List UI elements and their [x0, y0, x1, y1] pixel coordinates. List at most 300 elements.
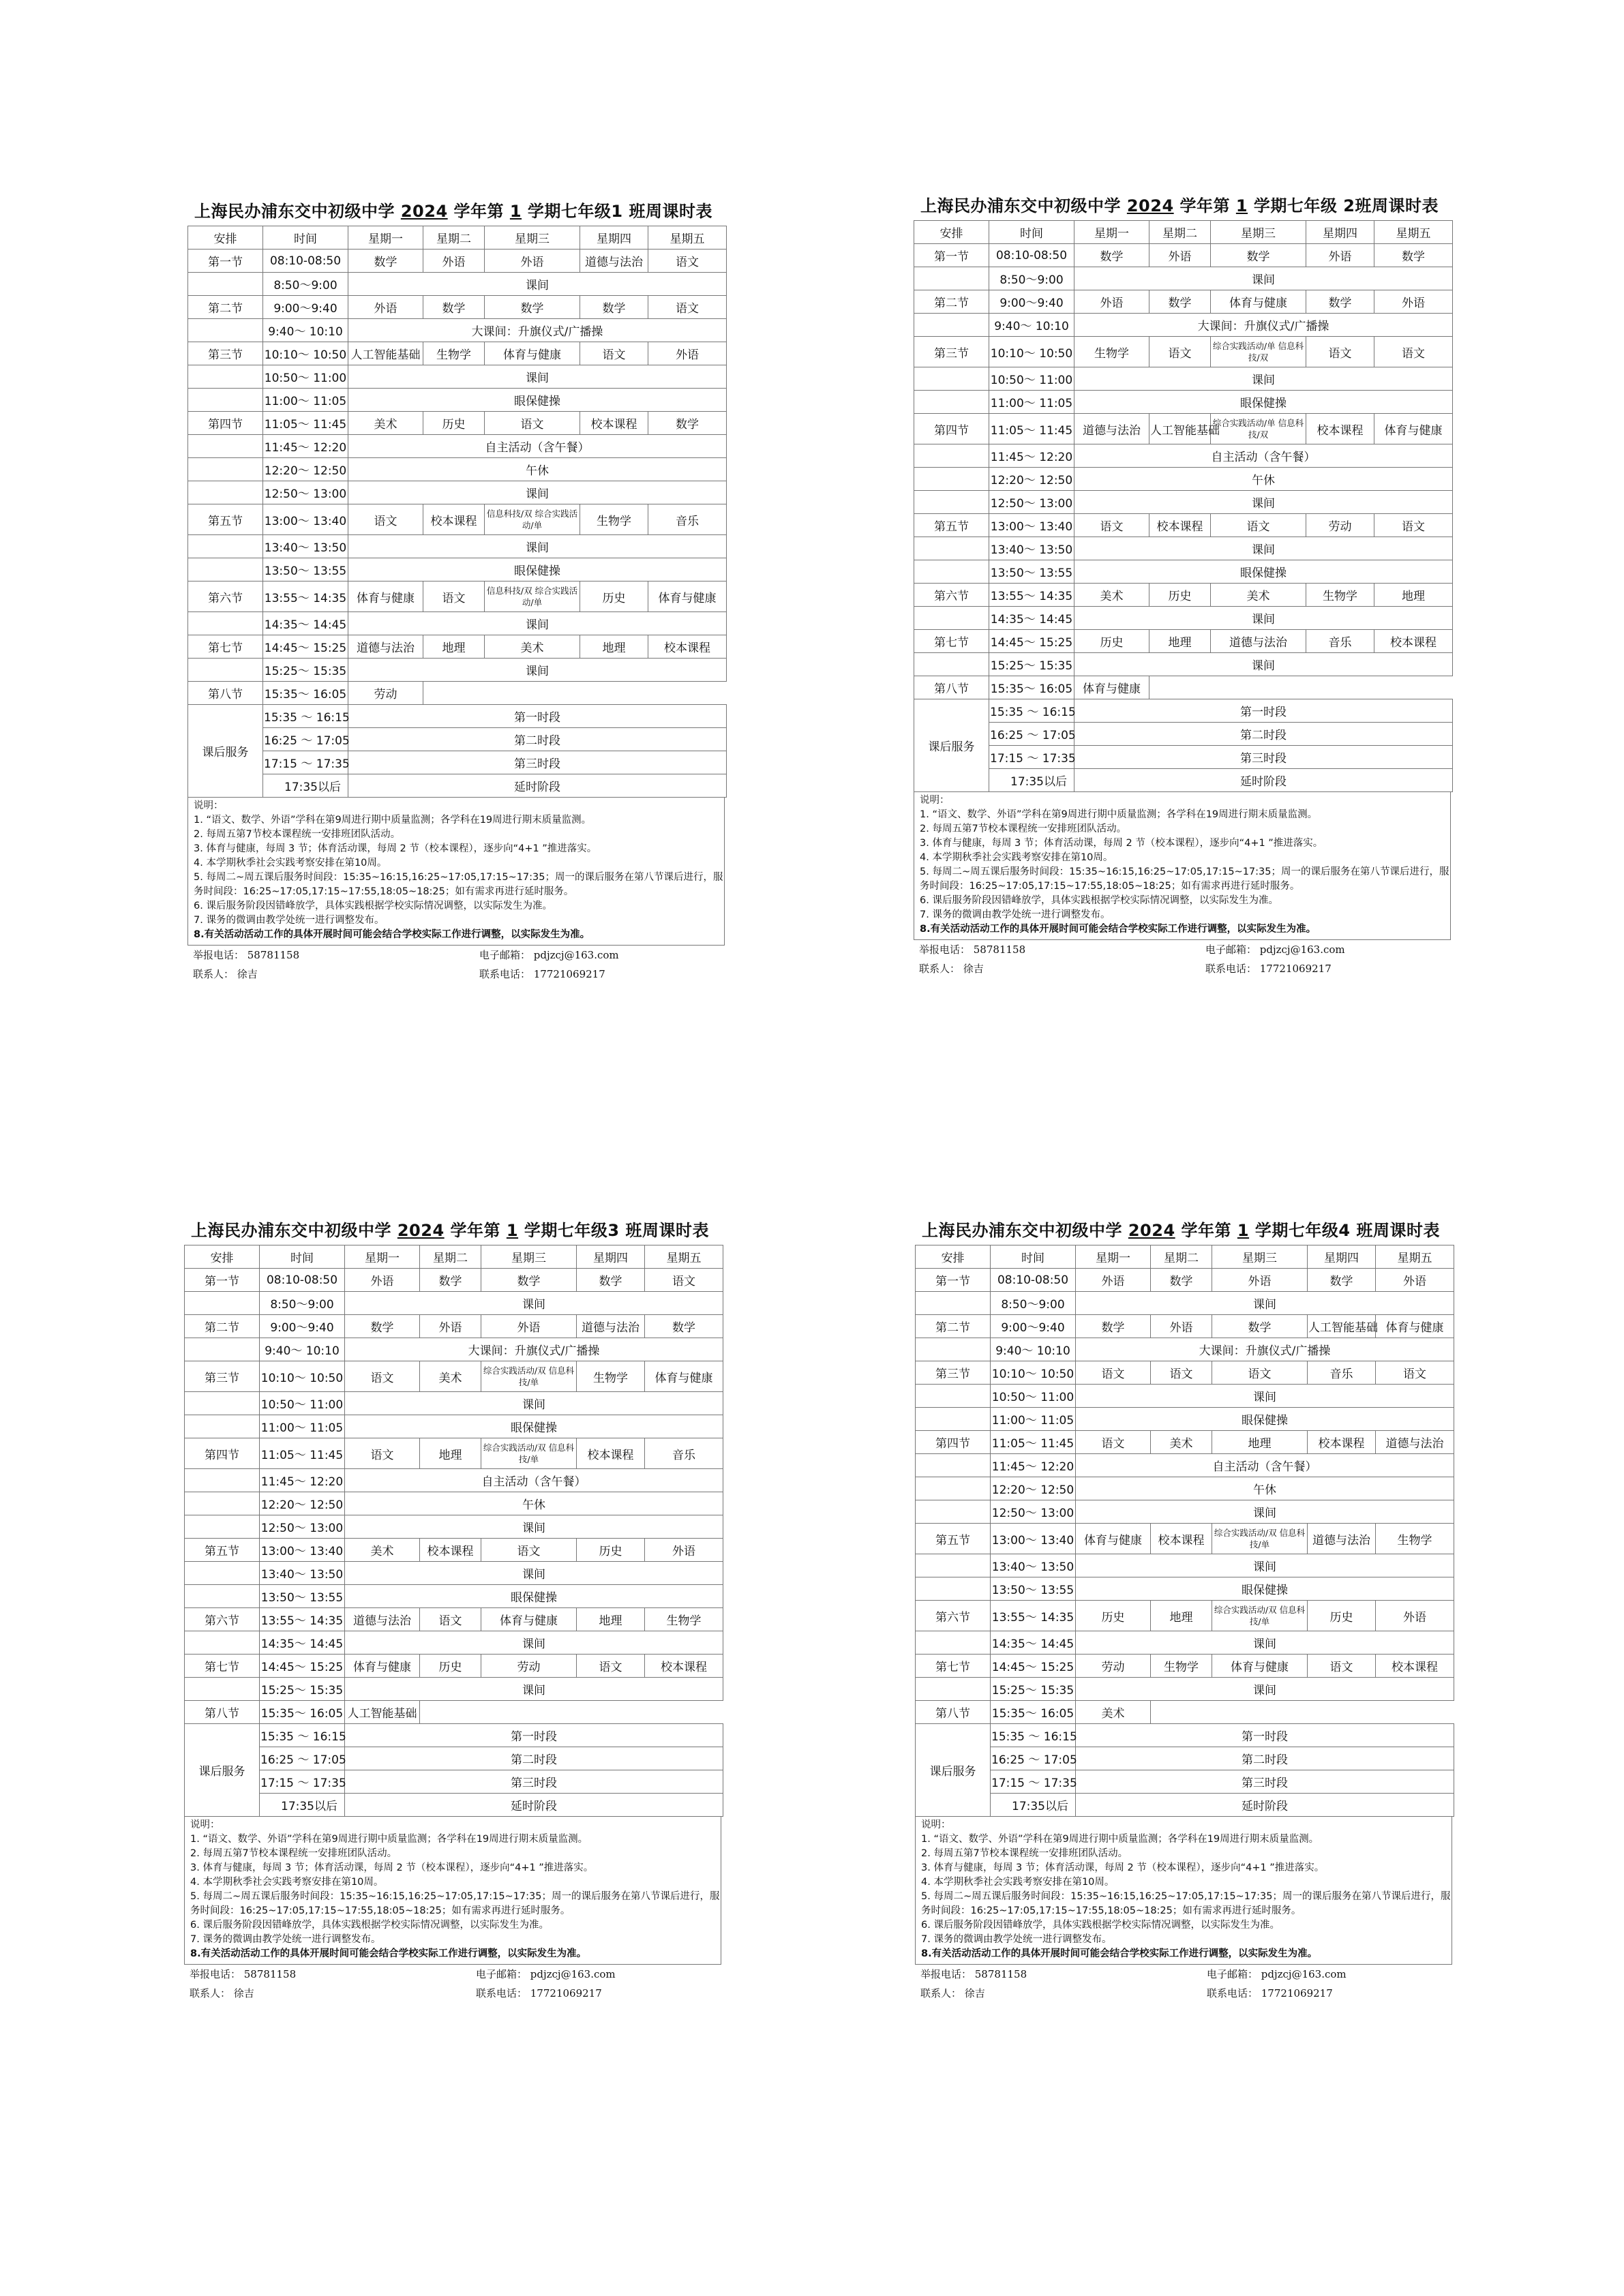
period-cell: 第六节	[916, 1601, 991, 1631]
empty-cell	[420, 1701, 723, 1724]
period-cell	[916, 1631, 991, 1655]
period-cell	[185, 1415, 260, 1438]
time-cell: 17:15 ～ 17:35	[263, 751, 348, 774]
column-header: 星期四	[1306, 221, 1374, 244]
period-cell: 第七节	[916, 1655, 991, 1678]
subject-cell: 校本课程	[423, 504, 485, 535]
subject-cell: 道德与法治	[348, 635, 423, 659]
table-row	[914, 699, 1453, 723]
table-row	[914, 514, 1453, 537]
subject-cell: 语文	[1376, 1361, 1454, 1385]
subject-cell: 外语	[1074, 290, 1149, 314]
contact-row	[914, 940, 1452, 959]
subject-cell: 历史	[420, 1655, 481, 1678]
subject-cell: 数学	[577, 1269, 645, 1292]
period-cell: 第一节	[188, 250, 263, 273]
subject-cell: 外语	[345, 1269, 420, 1292]
column-header: 安排	[188, 226, 263, 250]
contact-row	[187, 965, 726, 984]
subject-cell: 体育与健康	[348, 581, 423, 612]
subject-cell: 劳动	[348, 682, 423, 705]
subject-cell: 劳动	[1076, 1655, 1151, 1678]
sheet-title	[922, 1217, 1454, 1241]
table-row	[914, 468, 1453, 491]
time-cell: 14:45～ 15:25	[991, 1655, 1076, 1678]
subject-cell: 语文	[348, 504, 423, 535]
table-row	[185, 1415, 723, 1438]
empty-cell	[423, 682, 727, 705]
subject-cell: 体育与健康	[1376, 1315, 1454, 1338]
time-cell: 17:35以后	[989, 769, 1074, 792]
subject-cell: 语文	[648, 250, 727, 273]
table-row	[188, 774, 727, 798]
note-line: 5. 每周二~周五课后服务时间段：15:35~16:15,16:25~17:05,17:15~17:35；周一的课后服务在第八节课后进行，服务时间段：16:25~17:05,17:15~17:55,18:05~18:25；如有需求再进行延时服务。	[921, 1891, 1451, 1916]
subject-cell: 历史	[577, 1539, 645, 1562]
merged-activity-cell: 课间	[1076, 1292, 1454, 1315]
title-part: 学期七年级3 班周课时表	[518, 1221, 709, 1240]
note-line: 7. 课务的微调由教学处统一进行调整发布。	[920, 909, 1111, 920]
note-line: 6. 课后服务阶段因错峰放学，具体实践根据学校实际情况调整，以实际发生为准。	[190, 1920, 549, 1931]
table-row	[188, 581, 727, 612]
time-cell: 12:20～ 12:50	[989, 468, 1074, 491]
period-cell	[914, 367, 989, 391]
merged-activity-cell: 延时阶段	[345, 1794, 723, 1817]
subject-cell: 人工智能基础	[348, 342, 423, 365]
schedule-table	[187, 226, 727, 798]
table-row	[916, 1408, 1454, 1431]
empty-cell	[1149, 676, 1453, 699]
period-cell	[916, 1385, 991, 1408]
subject-cell: 语文	[423, 581, 485, 612]
table-row	[188, 504, 727, 535]
subject-cell: 外语	[1149, 244, 1211, 267]
table-row	[188, 612, 727, 635]
note-line: 3. 体育与健康，每周 3 节；体育活动课，每周 2 节（校本课程），逐步向“4+1 ”推进落实。	[194, 843, 597, 854]
time-cell: 8:50～9:00	[991, 1292, 1076, 1315]
email: 电子邮箱： pdjzcj@163.com	[479, 949, 619, 961]
table-row	[916, 1315, 1454, 1338]
subject-cell: 美术	[1076, 1701, 1151, 1724]
merged-activity-cell: 自主活动（含午餐）	[348, 435, 727, 458]
period-cell	[188, 435, 263, 458]
merged-activity-cell: 眼保健操	[348, 389, 727, 412]
table-row	[914, 491, 1453, 514]
email: 电子邮箱： pdjzcj@163.com	[1205, 943, 1345, 956]
title-part: 学年第	[444, 1221, 507, 1240]
subject-cell: 语文	[1374, 337, 1453, 367]
subject-cell: 音乐	[648, 504, 727, 535]
subject-cell: 综合实践活动/双 信息科技/单	[481, 1438, 577, 1469]
time-cell: 9:00～9:40	[263, 296, 348, 319]
time-cell: 11:45～ 12:20	[989, 444, 1074, 468]
column-header: 星期一	[1076, 1245, 1151, 1269]
table-row	[188, 365, 727, 389]
time-cell: 12:50～ 13:00	[991, 1500, 1076, 1524]
contact-phone: 联系电话： 17721069217	[1205, 963, 1332, 975]
contact-phone: 联系电话： 17721069217	[479, 968, 605, 980]
note-line: 6. 课后服务阶段因错峰放学，具体实践根据学校实际情况调整，以实际发生为准。	[921, 1920, 1280, 1931]
period-cell	[916, 1577, 991, 1601]
contact-row	[915, 1965, 1454, 1984]
table-row	[916, 1747, 1454, 1770]
sheet-title	[191, 1217, 723, 1241]
table-row	[916, 1269, 1454, 1292]
table-row	[916, 1678, 1454, 1701]
subject-cell: 校本课程	[1151, 1524, 1212, 1554]
period-cell: 第一节	[916, 1269, 991, 1292]
note-line: 6. 课后服务阶段因错峰放学，具体实践根据学校实际情况调整，以实际发生为准。	[920, 895, 1278, 906]
subject-cell: 数学	[648, 412, 727, 435]
note-line: 1. “语文、数学、外语”学科在第9周进行期中质量监测；各学科在19周进行期末质量监测。	[921, 1834, 1319, 1845]
merged-activity-cell: 课间	[348, 365, 727, 389]
header-row	[916, 1245, 1454, 1269]
note-line: 说明：	[194, 800, 224, 811]
time-cell: 13:00～ 13:40	[260, 1539, 345, 1562]
period-cell	[914, 444, 989, 468]
note-line: 3. 体育与健康，每周 3 节；体育活动课，每周 2 节（校本课程），逐步向“4+1 ”推进落实。	[920, 838, 1323, 849]
title-part: 上海民办浦东交中初级中学	[922, 1221, 1128, 1240]
time-cell: 11:05～ 11:45	[989, 414, 1074, 444]
timetable-sheet-class-1	[187, 198, 726, 984]
subject-cell: 美术	[485, 635, 580, 659]
table-row	[188, 682, 727, 705]
period-cell: 第八节	[914, 676, 989, 699]
subject-cell: 体育与健康	[1211, 290, 1306, 314]
note-line: 2. 每周五第7节校本课程统一安排班团队活动。	[921, 1848, 1128, 1859]
table-row	[916, 1601, 1454, 1631]
subject-cell: 美术	[1151, 1431, 1212, 1454]
period-cell	[916, 1454, 991, 1477]
subject-cell: 体育与健康	[648, 581, 727, 612]
time-cell: 11:00～ 11:05	[989, 391, 1074, 414]
time-cell: 13:50～ 13:55	[991, 1577, 1076, 1601]
period-cell	[914, 391, 989, 414]
subject-cell: 数学	[580, 296, 648, 319]
subject-cell: 体育与健康	[485, 342, 580, 365]
subject-cell: 地理	[420, 1438, 481, 1469]
column-header: 星期五	[645, 1245, 723, 1269]
subject-cell: 美术	[348, 412, 423, 435]
subject-cell: 体育与健康	[481, 1608, 577, 1631]
time-cell: 9:40～ 10:10	[991, 1338, 1076, 1361]
sheet-title	[920, 192, 1452, 216]
table-row	[914, 367, 1453, 391]
time-cell: 15:25～ 15:35	[991, 1678, 1076, 1701]
period-cell	[188, 481, 263, 504]
note-line: 1. “语文、数学、外语”学科在第9周进行期中质量监测；各学科在19周进行期末质量监测。	[920, 809, 1318, 820]
note-line: 5. 每周二~周五课后服务时间段：15:35~16:15,16:25~17:05,17:15~17:35；周一的课后服务在第八节课后进行，服务时间段：16:25~17:05,17:15~17:55,18:05~18:25；如有需求再进行延时服务。	[920, 866, 1449, 892]
period-cell: 课后服务	[188, 705, 263, 798]
merged-activity-cell: 课间	[345, 1392, 723, 1415]
subject-cell: 语文	[1374, 514, 1453, 537]
time-cell: 13:50～ 13:55	[260, 1585, 345, 1608]
period-cell: 第三节	[916, 1361, 991, 1385]
table-row	[914, 444, 1453, 468]
subject-cell: 道德与法治	[1211, 630, 1306, 653]
period-cell	[188, 612, 263, 635]
table-row	[914, 560, 1453, 584]
merged-activity-cell: 课间	[345, 1515, 723, 1539]
column-header: 时间	[260, 1245, 345, 1269]
merged-activity-cell: 课间	[348, 659, 727, 682]
time-cell: 10:10～ 10:50	[260, 1361, 345, 1392]
subject-cell: 数学	[1074, 244, 1149, 267]
table-row	[185, 1655, 723, 1678]
note-line: 8.有关活动活动工作的具体开展时间可能会结合学校实际工作进行调整，以实际发生为准。	[194, 929, 590, 940]
subject-cell: 生物学	[1306, 584, 1374, 607]
subject-cell: 生物学	[580, 504, 648, 535]
table-row	[188, 342, 727, 365]
email: 电子邮箱： pdjzcj@163.com	[1207, 1968, 1347, 1980]
time-cell: 12:50～ 13:00	[260, 1515, 345, 1539]
time-cell: 8:50～9:00	[263, 273, 348, 296]
note-line: 8.有关活动活动工作的具体开展时间可能会结合学校实际工作进行调整，以实际发生为准。	[190, 1948, 587, 1959]
column-header: 星期三	[1211, 221, 1306, 244]
time-cell: 15:35～ 16:05	[989, 676, 1074, 699]
table-row	[188, 458, 727, 481]
title-part: 学期七年级 2班周课时表	[1248, 196, 1439, 215]
subject-cell: 外语	[485, 250, 580, 273]
note-line: 8.有关活动活动工作的具体开展时间可能会结合学校实际工作进行调整，以实际发生为准。	[921, 1948, 1318, 1959]
period-cell: 第七节	[914, 630, 989, 653]
contact-row	[184, 1965, 723, 1984]
subject-cell: 数学	[1308, 1269, 1376, 1292]
time-cell: 17:35以后	[263, 774, 348, 798]
time-cell: 9:40～ 10:10	[263, 319, 348, 342]
column-header: 安排	[916, 1245, 991, 1269]
subject-cell: 体育与健康	[1212, 1655, 1308, 1678]
title-part: 学年第	[1175, 1221, 1237, 1240]
period-cell: 第四节	[185, 1438, 260, 1469]
time-cell: 9:00～9:40	[989, 290, 1074, 314]
subject-cell: 语文	[481, 1539, 577, 1562]
subject-cell: 历史	[1308, 1601, 1376, 1631]
time-cell: 13:55～ 14:35	[991, 1601, 1076, 1631]
column-header: 星期四	[577, 1245, 645, 1269]
column-header: 星期四	[580, 226, 648, 250]
time-cell: 08:10-08:50	[991, 1269, 1076, 1292]
merged-activity-cell: 课间	[1076, 1554, 1454, 1577]
table-row	[914, 290, 1453, 314]
table-row	[188, 435, 727, 458]
subject-cell: 语文	[1308, 1655, 1376, 1678]
contact-info	[184, 1965, 723, 2003]
subject-cell: 信息科技/双 综合实践活动/单	[485, 504, 580, 535]
table-row	[188, 751, 727, 774]
column-header: 安排	[185, 1245, 260, 1269]
table-row	[188, 659, 727, 682]
table-row	[188, 389, 727, 412]
contact-row	[184, 1984, 723, 2003]
table-row	[916, 1524, 1454, 1554]
period-cell	[916, 1678, 991, 1701]
time-cell: 10:10～ 10:50	[263, 342, 348, 365]
merged-activity-cell: 眼保健操	[348, 558, 727, 581]
period-cell: 第八节	[185, 1701, 260, 1724]
period-cell: 课后服务	[916, 1724, 991, 1817]
merged-activity-cell: 第一时段	[345, 1724, 723, 1747]
subject-cell: 道德与法治	[1074, 414, 1149, 444]
note-line: 4. 本学期秋季社会实践考察安排在第10周。	[190, 1877, 384, 1888]
time-cell: 12:20～ 12:50	[991, 1477, 1076, 1500]
table-row	[916, 1477, 1454, 1500]
subject-cell: 地理	[1149, 630, 1211, 653]
title-part: 学期七年级1 班周课时表	[522, 202, 712, 221]
note-line: 4. 本学期秋季社会实践考察安排在第10周。	[920, 852, 1113, 863]
empty-cell	[1151, 1701, 1454, 1724]
time-cell: 13:55～ 14:35	[260, 1608, 345, 1631]
period-cell: 第四节	[916, 1431, 991, 1454]
table-row	[914, 337, 1453, 367]
table-row	[916, 1361, 1454, 1385]
subject-cell: 数学	[481, 1269, 577, 1292]
time-cell: 17:15 ～ 17:35	[991, 1770, 1076, 1794]
period-cell: 第四节	[188, 412, 263, 435]
subject-cell: 劳动	[481, 1655, 577, 1678]
period-cell	[916, 1338, 991, 1361]
merged-activity-cell: 课间	[1074, 537, 1453, 560]
timetable-sheet-class-2	[914, 192, 1452, 978]
merged-activity-cell: 第二时段	[1074, 723, 1453, 746]
timetable-sheet-class-3	[184, 1217, 723, 2003]
subject-cell: 数学	[423, 296, 485, 319]
title-part: 2024	[397, 1221, 445, 1240]
table-row	[185, 1438, 723, 1469]
contact-phone: 联系电话： 17721069217	[1207, 1987, 1333, 1999]
subject-cell: 数学	[1149, 290, 1211, 314]
subject-cell: 数学	[645, 1315, 723, 1338]
contact-info	[915, 1965, 1454, 2003]
subject-cell: 综合实践活动/单 信息科技/双	[1211, 414, 1306, 444]
merged-activity-cell: 课间	[345, 1678, 723, 1701]
note-line: 4. 本学期秋季社会实践考察安排在第10周。	[921, 1877, 1115, 1888]
table-row	[188, 558, 727, 581]
period-cell	[188, 389, 263, 412]
time-cell: 13:40～ 13:50	[263, 535, 348, 558]
subject-cell: 美术	[1211, 584, 1306, 607]
report-phone: 举报电话： 58781158	[193, 949, 300, 961]
timetable-sheet-class-4	[915, 1217, 1454, 2003]
notes-box	[184, 1817, 721, 1965]
merged-activity-cell: 午休	[348, 458, 727, 481]
period-cell	[914, 314, 989, 337]
time-cell: 15:35～ 16:05	[263, 682, 348, 705]
time-cell: 13:40～ 13:50	[989, 537, 1074, 560]
period-cell	[914, 267, 989, 290]
note-line: 1. “语文、数学、外语”学科在第9周进行期中质量监测；各学科在19周进行期末质量监测。	[194, 815, 592, 826]
merged-activity-cell: 课间	[1074, 367, 1453, 391]
contact-person: 联系人： 徐吉	[920, 1987, 985, 1999]
period-cell: 第六节	[185, 1608, 260, 1631]
time-cell: 10:50～ 11:00	[989, 367, 1074, 391]
period-cell	[185, 1492, 260, 1515]
contact-person: 联系人： 徐吉	[919, 963, 984, 975]
subject-cell: 外语	[1076, 1269, 1151, 1292]
table-row	[188, 635, 727, 659]
column-header: 星期一	[348, 226, 423, 250]
subject-cell: 外语	[1212, 1269, 1308, 1292]
subject-cell: 语文	[420, 1608, 481, 1631]
table-row	[185, 1292, 723, 1315]
subject-cell: 体育与健康	[1374, 414, 1453, 444]
subject-cell: 历史	[1076, 1601, 1151, 1631]
merged-activity-cell: 眼保健操	[1074, 560, 1453, 584]
period-cell	[185, 1678, 260, 1701]
merged-activity-cell: 自主活动（含午餐）	[345, 1469, 723, 1492]
merged-activity-cell: 课间	[1074, 607, 1453, 630]
subject-cell: 外语	[423, 250, 485, 273]
merged-activity-cell: 午休	[1076, 1477, 1454, 1500]
time-cell: 16:25 ～ 17:05	[989, 723, 1074, 746]
note-line: 5. 每周二~周五课后服务时间段：15:35~16:15,16:25~17:05,17:15~17:35；周一的课后服务在第八节课后进行，服务时间段：16:25~17:05,17:15~17:55,18:05~18:25；如有需求再进行延时服务。	[194, 872, 723, 897]
period-cell	[916, 1477, 991, 1500]
time-cell: 17:15 ～ 17:35	[989, 746, 1074, 769]
note-line: 5. 每周二~周五课后服务时间段：15:35~16:15,16:25~17:05,17:15~17:35；周一的课后服务在第八节课后进行，服务时间段：16:25~17:05,17:15~17:55,18:05~18:25；如有需求再进行延时服务。	[190, 1891, 720, 1916]
time-cell: 13:00～ 13:40	[263, 504, 348, 535]
subject-cell: 综合实践活动/双 信息科技/单	[1212, 1601, 1308, 1631]
table-row	[916, 1554, 1454, 1577]
column-header: 星期二	[1151, 1245, 1212, 1269]
table-row	[188, 535, 727, 558]
subject-cell: 历史	[423, 412, 485, 435]
time-cell: 10:10～ 10:50	[991, 1361, 1076, 1385]
table-row	[914, 244, 1453, 267]
report-phone: 举报电话： 58781158	[920, 1968, 1027, 1980]
subject-cell: 语文	[1151, 1361, 1212, 1385]
contact-row	[187, 946, 726, 965]
merged-activity-cell: 大课间：升旗仪式/广播操	[1074, 314, 1453, 337]
period-cell	[914, 653, 989, 676]
time-cell: 11:45～ 12:20	[263, 435, 348, 458]
time-cell: 08:10-08:50	[260, 1269, 345, 1292]
title-part: 2024	[400, 202, 448, 221]
subject-cell: 语文	[485, 412, 580, 435]
note-line: 说明：	[190, 1819, 220, 1830]
subject-cell: 音乐	[1308, 1361, 1376, 1385]
merged-activity-cell: 课间	[345, 1631, 723, 1655]
merged-activity-cell: 课间	[348, 481, 727, 504]
table-row	[185, 1770, 723, 1794]
time-cell: 15:35 ～ 16:15	[263, 705, 348, 728]
period-cell: 第五节	[914, 514, 989, 537]
subject-cell: 外语	[1151, 1315, 1212, 1338]
note-line: 2. 每周五第7节校本课程统一安排班团队活动。	[194, 829, 401, 840]
note-line: 2. 每周五第7节校本课程统一安排班团队活动。	[190, 1848, 397, 1859]
subject-cell: 数学	[1151, 1269, 1212, 1292]
subject-cell: 数学	[345, 1315, 420, 1338]
column-header: 星期五	[1376, 1245, 1454, 1269]
period-cell	[916, 1500, 991, 1524]
period-cell	[914, 491, 989, 514]
subject-cell: 人工智能基础	[345, 1701, 420, 1724]
column-header: 星期三	[1212, 1245, 1308, 1269]
merged-activity-cell: 第二时段	[348, 728, 727, 751]
column-header: 星期二	[420, 1245, 481, 1269]
subject-cell: 道德与法治	[1376, 1431, 1454, 1454]
period-cell	[185, 1469, 260, 1492]
time-cell: 13:55～ 14:35	[989, 584, 1074, 607]
column-header: 星期一	[345, 1245, 420, 1269]
period-cell	[185, 1292, 260, 1315]
table-row	[914, 537, 1453, 560]
period-cell: 第三节	[188, 342, 263, 365]
period-cell: 课后服务	[185, 1724, 260, 1817]
table-row	[185, 1515, 723, 1539]
table-row	[914, 267, 1453, 290]
merged-activity-cell: 第三时段	[1074, 746, 1453, 769]
subject-cell: 语文	[580, 342, 648, 365]
column-header: 时间	[263, 226, 348, 250]
